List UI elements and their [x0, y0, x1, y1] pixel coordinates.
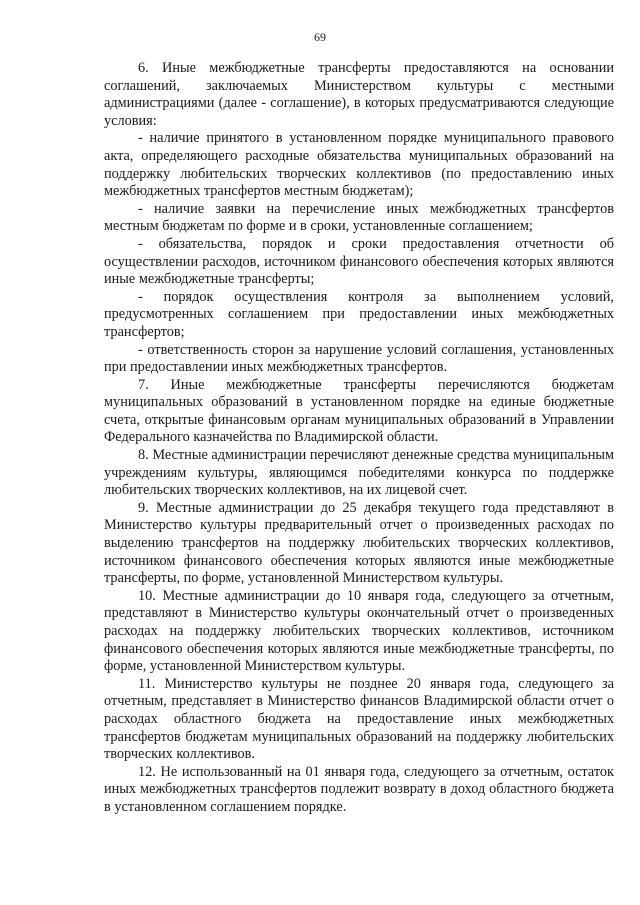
paragraph-9: 9. Местные администрации до 25 декабря текущего года представляют в Министерство культуры предварительный отчет о произведенных расходах по выделению трансфертов на поддержку любительских творческих коллективов, источником финансового обеспечения которых являются иные межбюджетные трансферты, по форме, установленной Министерством культуры. [104, 499, 614, 587]
paragraph-12: 12. Не использованный на 01 января года, следующего за отчетным, остаток иных межбюджетных трансфертов подлежит возврату в доход областного бюджета в установленном соглашением порядке. [104, 763, 614, 815]
paragraph-10: 10. Местные администрации до 10 января года, следующего за отчетным, представляют в Министерство культуры окончательный отчет о произведенных расходах на поддержку любительских творческих коллективов, источником финансового обеспечения которых являются иные межбюджетные трансферты, по форме, установленной Министерством культуры. [104, 587, 614, 675]
condition-item-3: - обязательства, порядок и сроки предоставления отчетности об осуществлении расходов, источником финансового обеспечения которых являются иные межбюджетные трансферты; [104, 235, 614, 288]
paragraph-11: 11. Министерство культуры не позднее 20 января года, следующего за отчетным, представляет в Министерство финансов Владимирской области отчет о расходах областного бюджета на предоставление иных межбюджетных трансфертов бюджетам муниципальных образований на поддержку любительских творческих коллективов. [104, 675, 614, 763]
condition-item-4: - порядок осуществления контроля за выполнением условий, предусмотренных соглашением при предоставлении иных межбюджетных трансфертов; [104, 288, 614, 340]
paragraph-6: 6. Иные межбюджетные трансферты предоставляются на основании соглашений, заключаемых Министерством культуры с местными администрациями (далее - соглашение), в которых предусматриваются следующие условия: [104, 60, 614, 129]
paragraph-7: 7. Иные межбюджетные трансферты перечисляются бюджетам муниципальных образований в установленном порядке на единые бюджетные счета, открытые финансовым органам муниципальных образований в Управлении Федерального казначейства по Владимирской области. [104, 376, 614, 446]
paragraph-8: 8. Местные администрации перечисляют денежные средства муниципальным учреждениям культуры, являющимся победителями конкурса по поддержке любительских творческих коллективов, на их лицевой счет. [104, 447, 614, 499]
page-number: 69 [314, 30, 326, 44]
document-body [104, 60, 614, 817]
condition-item-2: - наличие заявки на перечисление иных межбюджетных трансфертов местным бюджетам по форме и в сроки, установленные соглашением; [104, 200, 614, 235]
condition-item-5: - ответственность сторон за нарушение условий соглашения, установленных при предоставлении иных межбюджетных трансфертов. [104, 341, 614, 376]
condition-item-1: - наличие принятого в установленном порядке муниципального правового акта, определяющего расходные обязательства муниципальных образований на поддержку любительских творческих коллективов (по предоставлению иных межбюджетных трансфертов местным бюджетам); [104, 130, 614, 200]
